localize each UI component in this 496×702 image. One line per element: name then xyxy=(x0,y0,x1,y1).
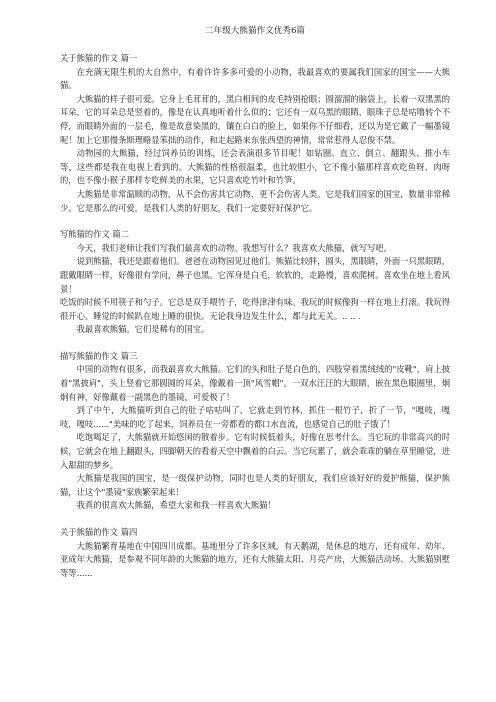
essay-paragraph: 大熊猫的样子很可爱。它身上毛茸茸的，黑白相间的皮毛特别抢眼；圆溜溜的脑袋上，长着一双黑黑的耳朵，它的耳朵总是竖着的，像是在认真地听着什么似的；它还有一双乌黑的眼睛，眼珠子总是咕噜转个不停，而眼睛外面的一层毛，像是故意染黑的，镶在白白的脸上，如果你不仔细看，还以为是它戴了一幅墨镜呢！加上它那慢条斯理略显笨拙的动作，和走起路来东张西望的神情，常常惹得人忍俊不禁。 xyxy=(60,93,450,145)
essay-section xyxy=(60,52,450,215)
document-title: 二年级大熊猫作文优秀6篇 xyxy=(205,26,305,36)
section-heading: 关于熊猫的作文 篇一 xyxy=(60,53,138,63)
essay-paragraph: 吃饱喝足了，大熊猫就开始悠闲的散着步。它有时候低着头，好像在思考什么。当它玩的非常高兴的时候，它就会在地上翻跟头，四脚朝天的看着天空中飘着的白云。当它玩累了，就会乖乖的躺在草里睡觉，进入甜甜的梦乡。 xyxy=(60,432,450,470)
essay-paragraph: 在充满无限生机的大自然中，有着许许多多可爱的小动物，我最喜欢的要属我们国家的国宝——大熊猫。 xyxy=(60,66,450,91)
essay-paragraph: 大熊猫是非常温顺的动物，从不会伤害其它动物，更不会伤害人类。它是我们国家的国宝，数量非常稀少。它是那么的可爱，是我们人类的好朋友，我们一定要好好保护它。 xyxy=(60,188,450,213)
essay-paragraph: 我最喜欢熊猫。它们是稀有的国宝。 xyxy=(76,324,210,335)
section-heading: 写熊猫的作文 篇二 xyxy=(60,229,130,240)
document-page xyxy=(60,24,450,593)
essay-paragraph: 吃饭的时候不用筷子和勺子。它总是双手喂竹子，吃得津津有味。我玩的时候像狗一样在地上打滚。我玩得很开心。睡觉的时候趴在地上睡的很快。无论我身边发生什么，都与此无关。.. .. . xyxy=(60,297,450,321)
essay-paragraph: 大熊猫是我国的国宝，是一级保护动物，同时也是人类的好朋友，我们应该好好的爱护熊猫，保护熊猫，让这个"墨镜"家族繁荣起来！ xyxy=(60,473,450,497)
essay-paragraph: 到了中午，大熊猫听到自己的肚子咕咕叫了，它就走到竹林，抓住一根竹子，折了一节，"嘎吱，嘎吱，嘎吱......"美味的吃了起来，饲养员在一旁都看的都口水直流，也感觉自己的肚子饿了！ xyxy=(60,405,450,429)
essay-paragraph: 大熊猫繁育基地在中国四川成都。基地里分了许多区域，有天鹅湖，是休息的地方，还有成年、幼年、亚成年大熊猫，是参观不同年龄的大熊猫的地方，还有大熊猫太阳、月亮产房，大熊猫活动场、大熊猫别墅等等...... xyxy=(60,540,450,578)
essay-section xyxy=(60,526,450,580)
essay-paragraph: 我真的很喜欢大熊猫，希望大家和我一样喜欢大熊猫！ xyxy=(76,500,276,511)
document-body xyxy=(60,52,450,580)
section-heading: 描写熊猫的作文 篇三 xyxy=(60,350,138,361)
essay-paragraph: 中国的动物有很多，而我最喜欢大熊猫。它们的头和肚子是白色的，四肢穿着黑绒绒的"皮靴"，肩上披着"黑披肩"，头上竖着它那圆圆的耳朵，像戴着一顶"风雪帽"。一双水汪汪的大眼睛，嵌在黑色眼圈里，炯炯有神，好像戴着一副黑色的墨镜，可爱极了！ xyxy=(60,364,450,402)
essay-paragraph: 动物园的大熊猫，经过饲养员的训练，还会表演很多节目呢！如钻圈、直立、倒立、翻跟头、推小车等，这些都是我在电视上看到的。大熊猫的性格很温柔，也比较胆小，它不像小猫那样喜欢吃鱼呀、肉呀的，也不像小猴子那样专吃鲜美的水果，它只喜欢吃竹叶和竹笋。 xyxy=(60,148,450,186)
essay-paragraph: 今天，我们老师让我们写我们最喜欢的动物。我想写什么？我喜欢大熊猫，就写写吧。 xyxy=(76,242,392,253)
essay-section xyxy=(60,350,450,513)
essay-paragraph: 说到熊猫，我还是跟着他们。爸爸在动物园见过他们。熊猫比较胖，圆头，黑眼睛，外面一只黑眼睛，跟戴眼睛一样，好像很有学问，鼻子也黑。它浑身是白毛，软软的，走路慢，喜欢爬树。喜欢坐在地上看风景！ xyxy=(60,256,450,294)
essay-section xyxy=(60,228,450,337)
section-heading: 关于熊猫的作文 篇四 xyxy=(60,527,138,537)
